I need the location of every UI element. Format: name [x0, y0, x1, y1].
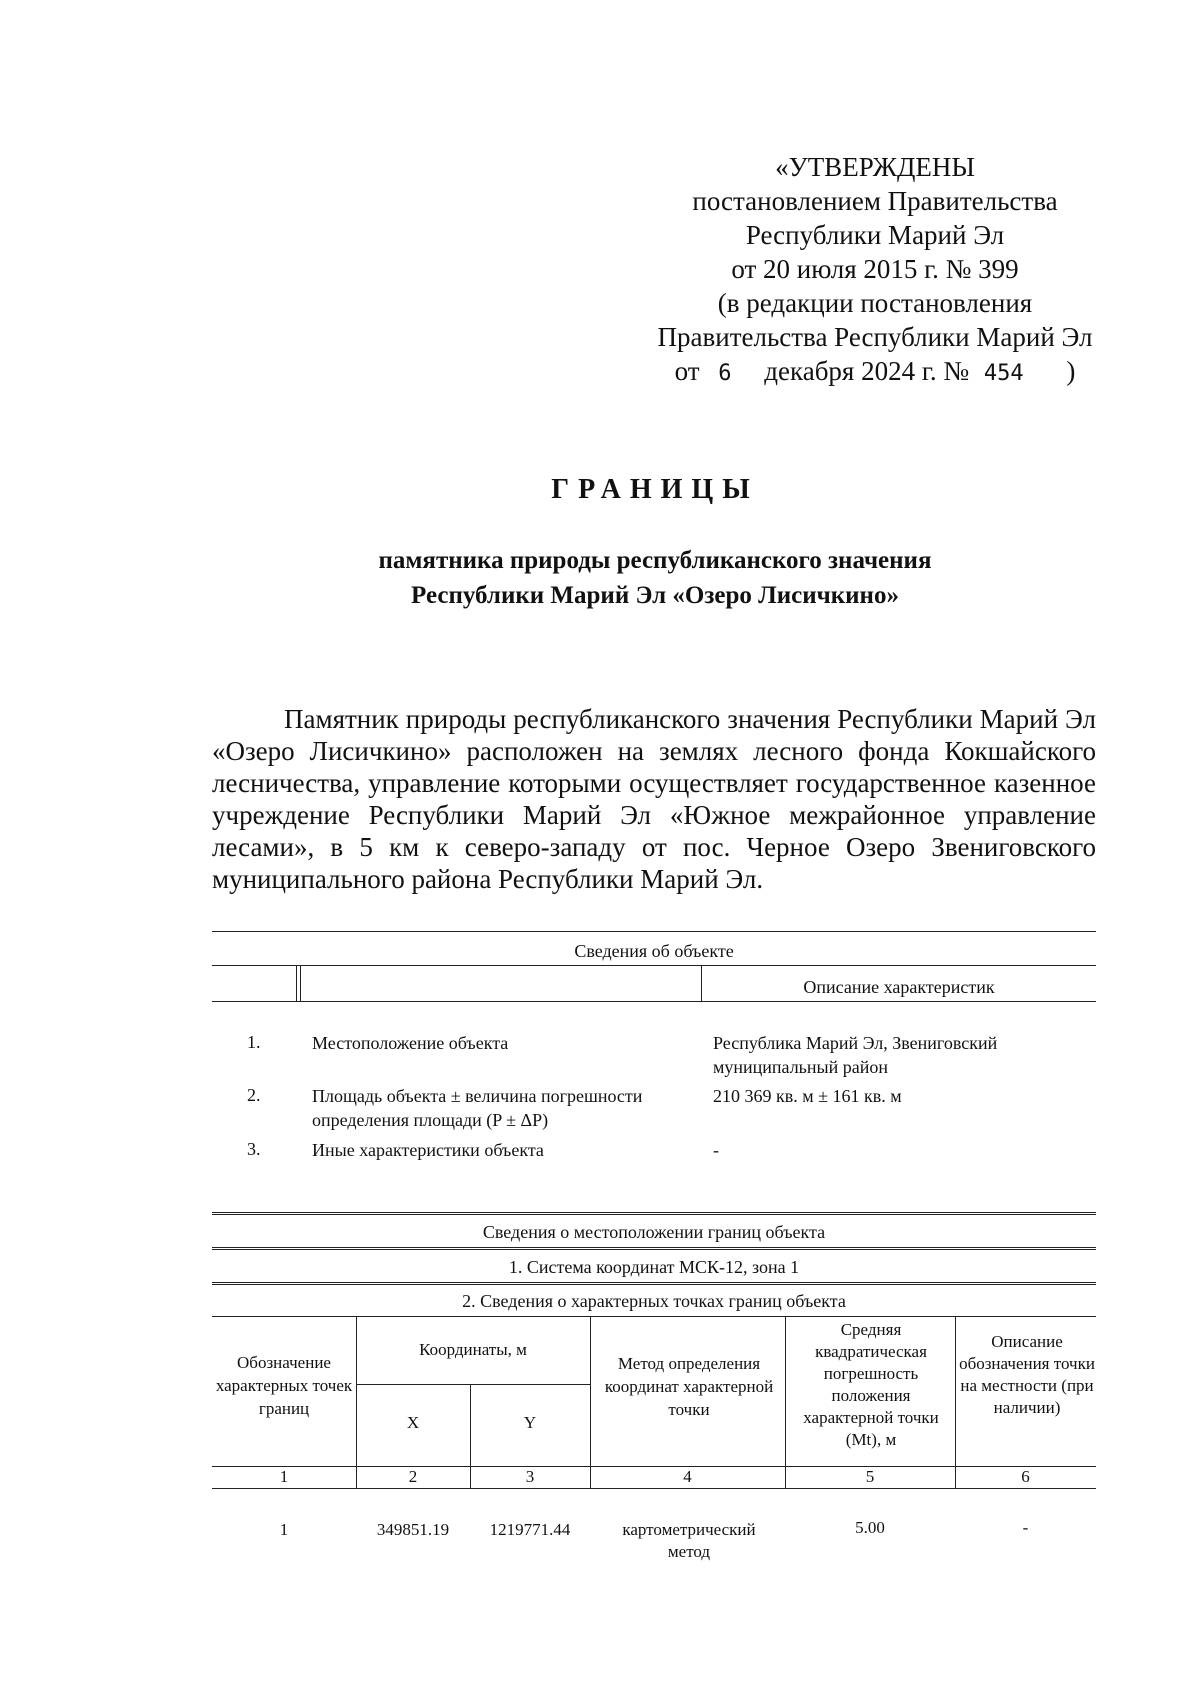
col-x-header: X [406, 1413, 420, 1432]
object-table-description-header: Описание характеристик [803, 977, 995, 997]
col-number: 4 [683, 1467, 692, 1486]
intro-paragraph [212, 703, 1096, 895]
point-description: - [1022, 1518, 1029, 1537]
table-rule [212, 965, 1096, 966]
approval-day: 6 [718, 361, 732, 386]
point-method: картометрический метод [622, 1520, 756, 1561]
table-rule [212, 1284, 1096, 1285]
col-number: 2 [408, 1467, 418, 1486]
table-rule [212, 1001, 1096, 1002]
approval-month-year: декабря 2024 г. № [764, 356, 970, 386]
table-rule [212, 1247, 1096, 1248]
object-row-value: 210 369 кв. м ± 161 кв. м [713, 1086, 902, 1106]
table-rule [212, 1214, 1096, 1215]
approval-date-line [630, 354, 1120, 391]
table-rule [785, 1316, 786, 1466]
approval-line: (в редакции постановления [717, 288, 1033, 318]
col-method-header: Метод определения координат характерной точки [604, 1354, 774, 1419]
table-rule [212, 1488, 1096, 1489]
approval-block [630, 150, 1120, 391]
approval-line: Республики Марий Эл [745, 220, 1005, 250]
point-y: 1219771.44 [489, 1520, 571, 1539]
table-rule [955, 1316, 956, 1466]
document-title: ГРАНИЦЫ [551, 474, 759, 505]
boundary-table-header: Сведения о местоположении границ объекта [482, 1222, 826, 1242]
object-row-value: Республика Марий Эл, Звениговский муниципальный район [713, 1033, 998, 1077]
approval-number: 454 [983, 361, 1024, 386]
document-subtitle [300, 543, 1010, 613]
object-row-value: - [713, 1140, 719, 1160]
approval-line: от 20 июля 2015 г. № 399 [731, 254, 1019, 284]
col-number: 3 [525, 1467, 535, 1486]
col-number: 6 [1021, 1467, 1030, 1486]
object-row-name: Иные характеристики объекта [312, 1140, 544, 1160]
object-row-number: 1. [247, 1032, 261, 1052]
table-rule [212, 1282, 1096, 1283]
table-rule [356, 1384, 590, 1385]
table-rule [590, 1316, 591, 1466]
object-row-number: 2. [247, 1085, 261, 1105]
approval-line: постановлением Правительства [692, 186, 1058, 216]
col-coordinates-header: Координаты, м [419, 1340, 527, 1359]
approval-line: «УТВЕРЖДЕНЫ [775, 152, 975, 182]
approval-from: от [674, 356, 700, 386]
object-row-name: Местоположение объекта [312, 1033, 509, 1053]
point-error: 5.00 [855, 1518, 885, 1537]
subtitle-line: памятника природы республиканского значения [378, 547, 932, 574]
point-designation: 1 [279, 1520, 289, 1539]
col-number: 1 [279, 1467, 289, 1486]
col-error-header: Средняя квадратическая погрешность положения характерной точки (Mt), м [803, 1320, 939, 1449]
table-rule [212, 1212, 1096, 1213]
object-row-name: Площадь объекта ± величина погрешности определения площади (P ± ΔP) [312, 1086, 643, 1130]
approval-close: ) [1066, 356, 1076, 386]
table-rule [212, 931, 1096, 932]
table-rule [212, 1249, 1096, 1250]
col-y-header: Y [523, 1413, 537, 1432]
coordinate-system: 1. Система координат МСК-12, зона 1 [508, 1257, 800, 1277]
table-rule [212, 1316, 1096, 1317]
points-header: 2. Сведения о характерных точках границ объекта [462, 1291, 846, 1311]
approval-line: Правительства Республики Марий Эл [657, 322, 1093, 352]
object-table-header: Сведения об объекте [574, 941, 734, 961]
object-row-number: 3. [247, 1139, 261, 1159]
point-x: 349851.19 [376, 1520, 450, 1539]
col-number: 5 [865, 1467, 875, 1486]
table-rule [296, 965, 297, 1001]
intro-text: Памятник природы республиканского значения Республики Марий Эл «Озеро Лисичкино» расположен на землях лесного фонда Кокшайского лесничества, управление которыми осуществляет государственное казенное учреждение Республики Марий Эл «Южное межрайонное управление лесами», в 5 км к северо-западу от пос. Черное Озеро Звениговского муниципального района Республики Марий Эл. [212, 704, 1096, 894]
subtitle-line: Республики Марий Эл «Озеро Лисичкино» [411, 582, 899, 609]
col-designation-header: Обозначение характерных точек границ [215, 1353, 353, 1418]
col-description-header: Описание обозначения точки на местности (при наличии) [959, 1332, 1095, 1417]
table-rule [300, 965, 301, 1001]
